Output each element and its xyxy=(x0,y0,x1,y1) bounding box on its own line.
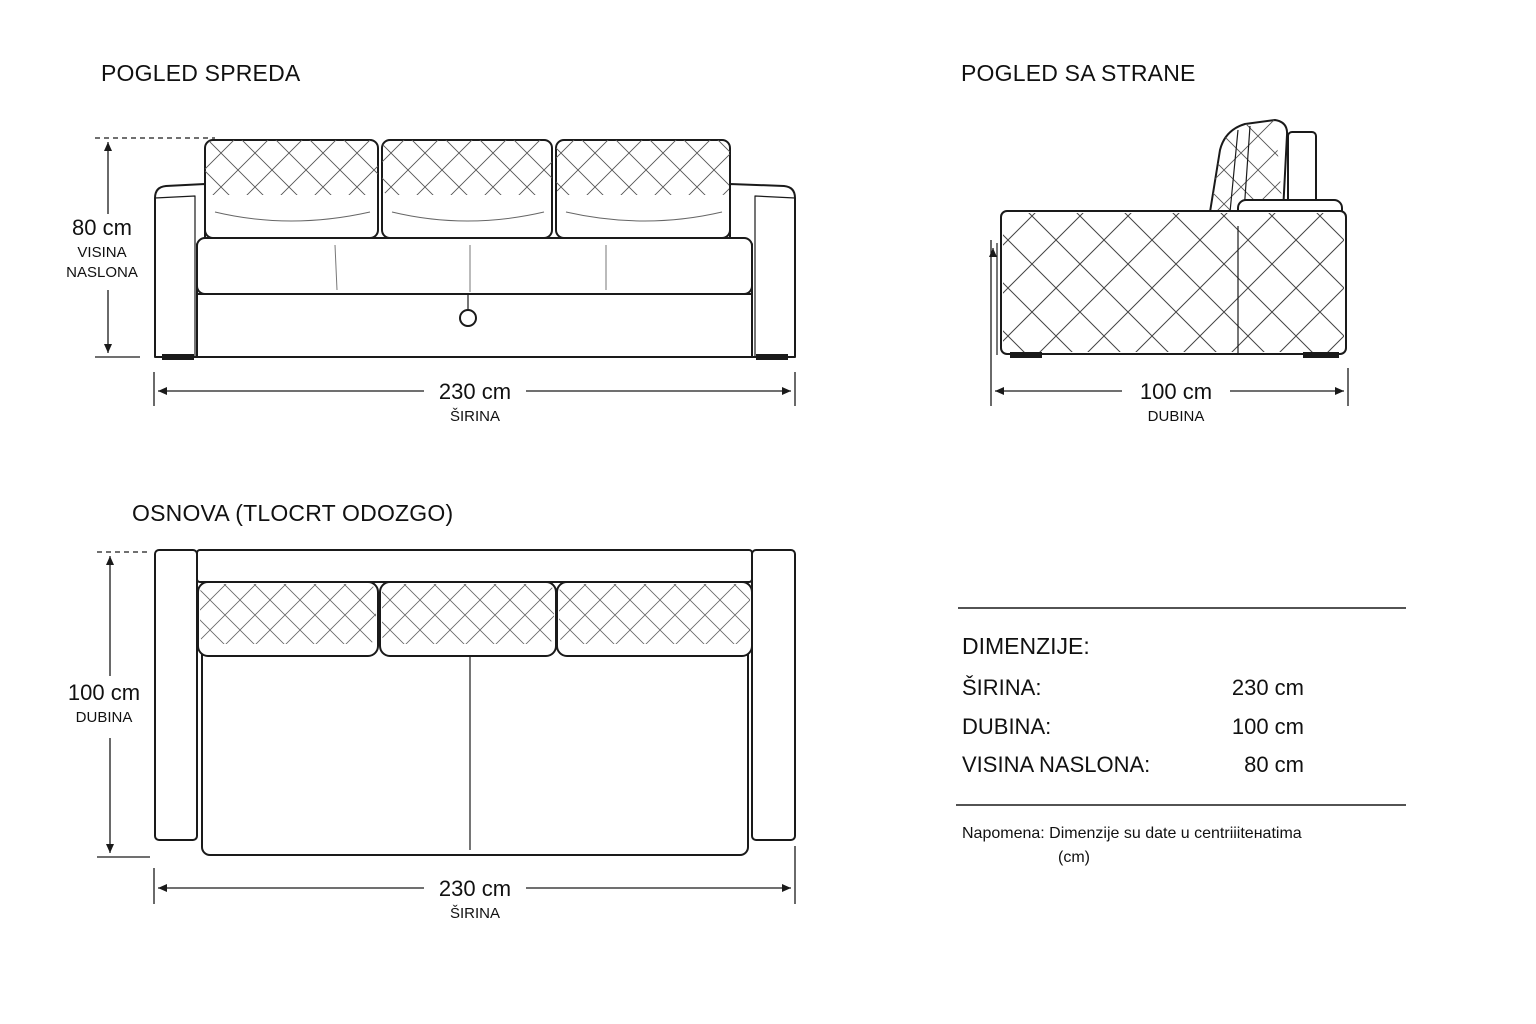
front-height-label-1: VISINA xyxy=(77,244,127,261)
top-view-sofa xyxy=(155,550,795,855)
dimension-value: 100 cm xyxy=(1231,714,1304,739)
top-back-rail xyxy=(197,550,752,582)
top-left-arm xyxy=(155,550,197,840)
dimensions-heading: DIMENZIJE: xyxy=(962,633,1090,659)
front-height-label-2: NASLONA xyxy=(66,264,138,281)
pull-out-handle xyxy=(460,310,476,326)
note-text: Napomena: Dimenzije su date u centriiiteнatima xyxy=(962,825,1302,842)
front-height-value: 80 cm xyxy=(72,215,132,240)
front-view-sofa xyxy=(155,140,795,360)
top-view-title: OSNOVA (TLOCRT ODOZGO) xyxy=(132,500,454,526)
top-right-arm xyxy=(752,550,795,840)
side-depth-value: 100 cm xyxy=(1139,379,1213,404)
dimension-row-width xyxy=(962,675,1304,701)
dimension-label: ŠIRINA: xyxy=(962,675,1042,700)
top-seat xyxy=(202,640,748,855)
top-depth-value: 100 cm xyxy=(67,680,141,705)
dimensions-note xyxy=(962,822,1382,870)
front-seat-cushions xyxy=(197,238,752,294)
dimension-row-depth xyxy=(962,714,1304,740)
front-sofa-base xyxy=(197,294,752,357)
top-width-label: ŠIRINA xyxy=(449,905,500,922)
side-depth-label: DUBINA xyxy=(1147,408,1205,425)
front-view-title: POGLED SPREDA xyxy=(101,60,301,86)
front-width-label: ŠIRINA xyxy=(449,408,500,425)
side-view-title: POGLED SA STRANE xyxy=(961,60,1196,86)
dimension-label: DUBINA: xyxy=(962,714,1052,739)
dimension-label: VISINA NASLONA: xyxy=(962,752,1151,777)
dimension-value: 230 cm xyxy=(1231,675,1304,700)
dimension-value: 80 cm xyxy=(1244,752,1304,777)
dimension-row-back-height xyxy=(962,752,1304,778)
side-view-sofa xyxy=(997,120,1346,358)
top-width-value: 230 cm xyxy=(438,876,512,901)
note-unit: (cm) xyxy=(1058,849,1090,866)
front-width-value: 230 cm xyxy=(438,379,512,404)
top-depth-label: DUBINA xyxy=(75,709,133,726)
